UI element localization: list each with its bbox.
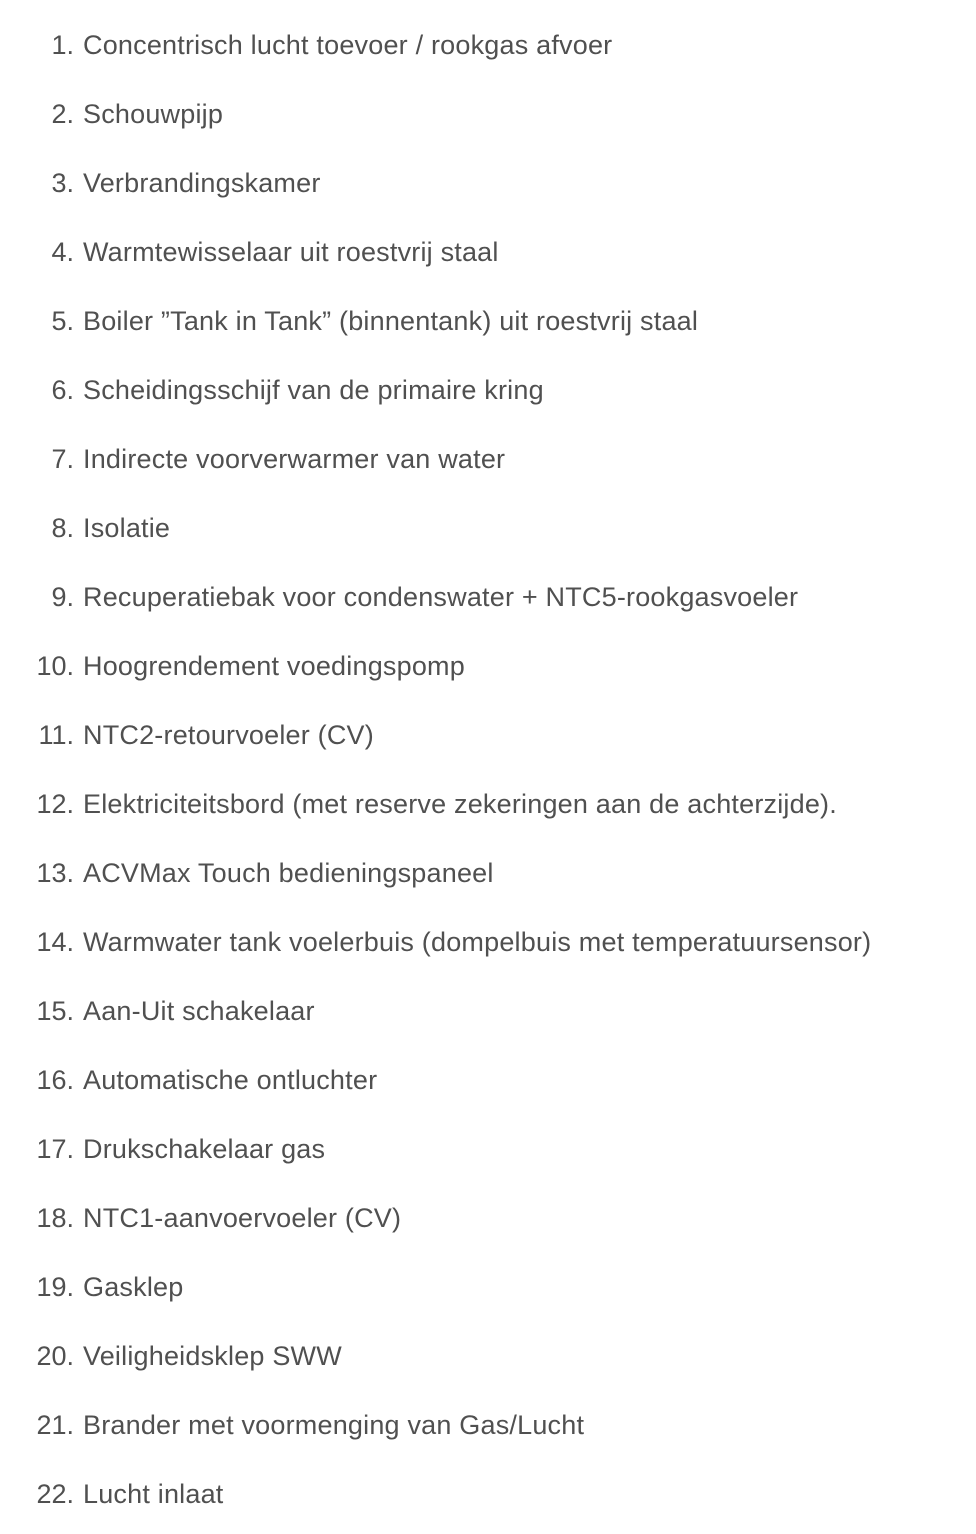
list-item-text: Gasklep [83, 1272, 184, 1302]
list-item [0, 370, 544, 410]
list-item [0, 1129, 325, 1169]
list-item-text: Concentrisch lucht toevoer / rookgas afvoer [83, 30, 613, 60]
list-item-number: 18. [36, 1203, 74, 1233]
list-item-number: 2. [51, 99, 74, 129]
list-item [0, 1336, 342, 1376]
list-item-number: 7. [51, 444, 74, 474]
list-item-text: Aan-Uit schakelaar [83, 996, 315, 1026]
list-item-number: 4. [51, 237, 74, 267]
list-item [0, 1474, 224, 1514]
list-item [0, 922, 871, 962]
list-item-number: 3. [51, 168, 74, 198]
list-item-number: 6. [51, 375, 74, 405]
list-item-number: 16. [36, 1065, 74, 1095]
list-item-number: 5. [51, 306, 74, 336]
list-item [0, 94, 223, 134]
list-item-text: ACVMax Touch bedieningspaneel [83, 858, 494, 888]
list-item-text: Indirecte voorverwarmer van water [83, 444, 506, 474]
list-item-text: NTC1-aanvoervoeler (CV) [83, 1203, 402, 1233]
list-item [0, 508, 170, 548]
list-item [0, 439, 505, 479]
list-item-text: Scheidingsschijf van de primaire kring [83, 375, 544, 405]
list-item-text: Isolatie [83, 513, 171, 543]
list-item-number: 13. [36, 858, 74, 888]
list-item [0, 1198, 401, 1238]
list-item-text: Warmtewisselaar uit roestvrij staal [83, 237, 499, 267]
list-item-number: 9. [51, 582, 74, 612]
list-item [0, 301, 698, 341]
list-item [0, 25, 612, 65]
list-item-text: Boiler ”Tank in Tank” (binnentank) uit roestvrij staal [83, 306, 699, 336]
list-item-number: 1. [51, 30, 74, 60]
list-item-text: Drukschakelaar gas [83, 1134, 326, 1164]
list-item-text: Verbrandingskamer [83, 168, 321, 198]
list-item-number: 12. [36, 789, 74, 819]
list-item-number: 15. [36, 996, 74, 1026]
list-item [0, 577, 798, 617]
list-item-number: 14. [36, 927, 74, 957]
list-item-text: Veiligheidsklep SWW [83, 1341, 342, 1371]
list-item [0, 715, 374, 755]
list-item-number: 20. [36, 1341, 74, 1371]
list-item [0, 1405, 584, 1445]
list-item-text: Hoogrendement voedingspomp [83, 651, 465, 681]
list-item [0, 784, 837, 824]
list-item [0, 163, 321, 203]
list-item-number: 10. [36, 651, 74, 681]
list-item-number: 22. [36, 1479, 74, 1509]
list-item-number: 19. [36, 1272, 74, 1302]
list-item [0, 1267, 183, 1307]
list-item [0, 991, 315, 1031]
list-item [0, 232, 499, 272]
list-item-text: Warmwater tank voelerbuis (dompelbuis met temperatuursensor) [83, 927, 872, 957]
list-item [0, 853, 494, 893]
list-item-text: Lucht inlaat [83, 1479, 224, 1509]
list-item-text: Brander met voormenging van Gas/Lucht [83, 1410, 585, 1440]
list-item [0, 646, 465, 686]
list-item-text: NTC2-retourvoeler (CV) [83, 720, 374, 750]
list-item-number: 21. [36, 1410, 74, 1440]
list-item-text: Recuperatiebak voor condenswater + NTC5-rookgasvoeler [83, 582, 799, 612]
list-item-text: Schouwpijp [83, 99, 224, 129]
list-item-text: Automatische ontluchter [83, 1065, 378, 1095]
list-item-number: 17. [36, 1134, 74, 1164]
list-item-number: 11. [38, 720, 74, 750]
list-item-text: Elektriciteitsbord (met reserve zekeringen aan de achterzijde). [83, 789, 837, 819]
list-item [0, 1060, 377, 1100]
list-item-number: 8. [51, 513, 74, 543]
